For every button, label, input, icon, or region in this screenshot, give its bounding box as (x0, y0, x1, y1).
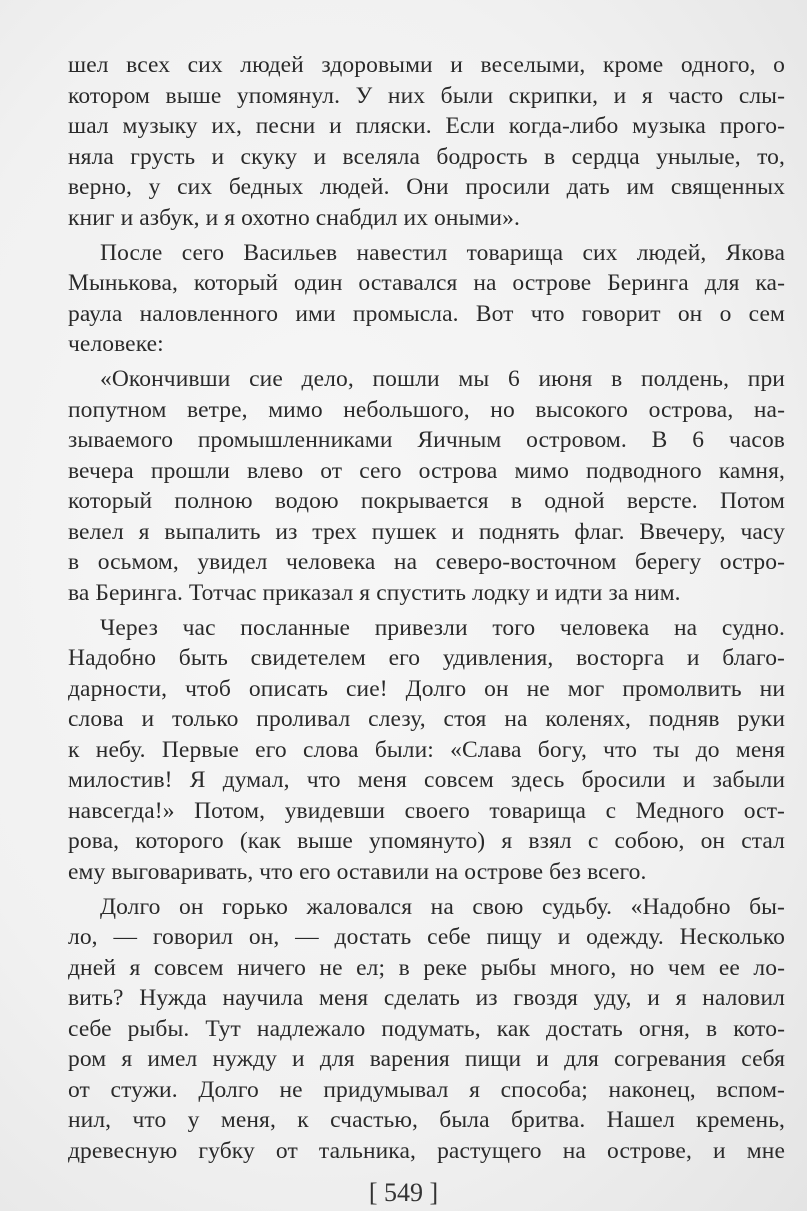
text-line: Мынькова, который один оставался на острове Беринга для ка- (68, 270, 785, 296)
text-line: в осьмом, увидел человека на северо-восточном берегу остро- (68, 549, 785, 575)
text-line: зываемого промышленниками Яичным островом. В 6 часов (68, 427, 785, 453)
text-line: Через час посланные привезли того человека на судно. (100, 614, 785, 641)
text-line: велел я выпалить из трех пушек и поднять флаг. Ввечеру, часу (68, 518, 785, 545)
page-text (68, 50, 785, 1166)
text-line: себе рыбы. Тут надлежало подумать, как достать огня, в кото- (68, 1015, 785, 1042)
text-line: дней я совсем ничего не ел; в реке рыбы много, но чем ее ло- (68, 954, 785, 981)
text-line: няла грусть и скуку и вселяла бодрость в сердца унылые, то, (68, 143, 785, 170)
text-line: Долго он горько жаловался на свою судьбу. «Надобно бы- (100, 893, 785, 920)
page-number: [ 549 ] (368, 1178, 439, 1207)
text-line: ло, — говорил он, — достать себе пищу и одежду. Несколько (68, 924, 785, 950)
text-line: шел всех сих людей здоровыми и веселыми, кроме одного, о (68, 52, 785, 78)
text-line: дарности, чтоб описать сие! Долго он не мог промолвить ни (68, 675, 785, 702)
text-line: ему выговаривать, что его оставили на острове без всего. (68, 858, 647, 885)
text-line: от стужи. Долго не придумывал я способа; наконец, вспом- (68, 1076, 785, 1103)
text-line: Надобно быть свидетелем его удивления, восторга и благо- (68, 645, 785, 671)
text-line: слова и только проливал слезу, стоя на коленях, подняв руки (68, 706, 785, 732)
text-line: книг и азбук, и я охотно снабдил их оными». (68, 204, 520, 231)
text-line: раула наловленного ими промысла. Вот что говорит он о сем (68, 300, 785, 327)
text-line: человеке: (68, 331, 164, 357)
text-line: вить? Нужда научила меня сделать из гвоздя уду, и я наловил (68, 985, 785, 1011)
text-line: который полною водою покрывается в одной версте. Потом (68, 488, 785, 514)
text-line: попутном ветре, мимо небольшого, но высокого острова, на- (68, 396, 785, 423)
text-line: ва Беринга. Тотчас приказал я спустить лодку и идти за ним. (68, 579, 681, 606)
text-line: к небу. Первые его слова были: «Слава богу, что ты до меня (68, 736, 785, 763)
text-line: нил, что у меня, к счастью, была бритва. Нашел кремень, (68, 1107, 785, 1133)
text-line: древесную губку от тальника, растущего на острове, и мне (68, 1137, 785, 1164)
text-line: рова, которого (как выше упомянуто) я взял с собою, он стал (68, 828, 785, 854)
text-line: верно, у сих бедных людей. Они просили дать им священных (68, 174, 785, 200)
text-line: ром я имел нужду и для варения пищи и для согревания себя (68, 1046, 785, 1072)
text-line: После сего Васильев навестил товарища сих людей, Якова (100, 239, 785, 266)
text-line: милостив! Я думал, что меня совсем здесь бросили и забыли (68, 767, 785, 793)
text-line: шал музыку их, песни и пляски. Если когда-либо музыка прого- (68, 113, 785, 139)
text-line: вечера прошли влево от сего острова мимо подводного камня, (68, 457, 785, 484)
text-line: котором выше упомянул. У них были скрипки, и я часто слы- (68, 82, 785, 109)
text-line: навсегда!» Потом, увидевши своего товарища с Медного ост- (68, 797, 785, 824)
text-line: «Окончивши сие дело, пошли мы 6 июня в полдень, при (100, 366, 785, 392)
